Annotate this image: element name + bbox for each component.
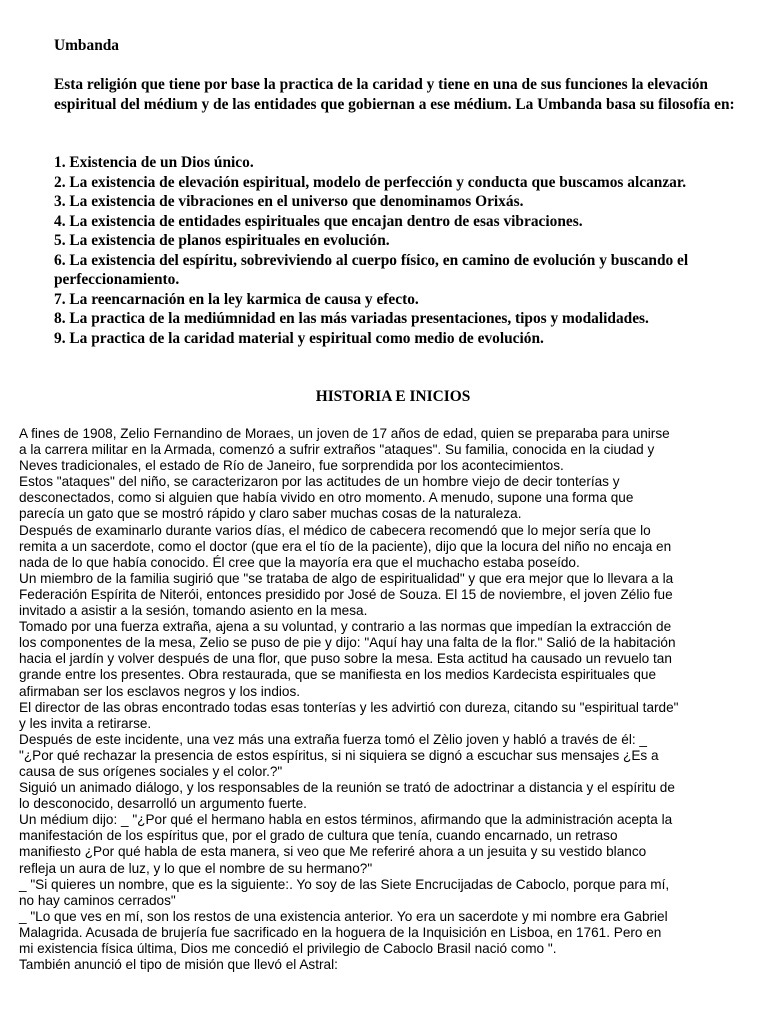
principle-item: 9. La practica de la caridad material y espiritual como medio de evolución. bbox=[54, 329, 544, 347]
intro-paragraph: Esta religión que tiene por base la practica de la caridad y tiene en una de sus funciones la elevación espiritual del médium y de las entidades que gobiernan a ese médium. La Umbanda basa su filosofía en: bbox=[54, 76, 735, 113]
history-paragraph: Estos "ataques" del niño, se caracterizaron por las actitudes de un hombre viejo de decir tonterías y desconectados, como si alguien que había vivido en otro momento. A menudo, supone una forma que parecía un gato que se mostró rápido y claro saber muchas cosas de la naturaleza. bbox=[19, 474, 634, 522]
principle-item: 8. La practica de la mediúmnidad en las más variadas presentaciones, tipos y modalidades. bbox=[54, 310, 649, 327]
principle-item: 4. La existencia de entidades espirituales que encajan dentro de esas vibraciones. bbox=[54, 212, 583, 230]
history-paragraph: Un miembro de la familia sugirió que "se trataba de algo de espiritualidad" y que era mejor que lo llevara a la Federación Espírita de Niterói, entonces presidido por José de Souza. El 15 de noviembre, el joven Zélio fue invitado a asistir a la sesión, tomando asiento en la mesa. bbox=[19, 570, 674, 619]
principle-item: 2. La existencia de elevación espiritual, modelo de perfección y conducta que buscamos alcanzar. bbox=[54, 173, 687, 191]
principle-item: 7. La reencarnación en la ley karmica de causa y efecto. bbox=[54, 290, 419, 308]
history-text bbox=[19, 426, 745, 973]
document-title: Umbanda bbox=[54, 37, 120, 54]
section-heading: HISTORIA E INICIOS bbox=[315, 388, 471, 405]
history-paragraph: El director de las obras encontrado todas esas tonterías y les advirtió con dureza, citando su "espiritual tarde" y les invita a retirarse. bbox=[19, 699, 679, 731]
principle-item: 5. La existencia de planos espirituales en evolución. bbox=[54, 232, 390, 249]
history-paragraph: _ "Si quieres un nombre, que es la siguiente:. Yo soy de las Siete Encrucijadas de Caboclo, porque para mí, no hay caminos cerrados" bbox=[19, 876, 670, 908]
history-paragraph: Un médium dijo: _ "¿Por qué el hermano habla en estos términos, afirmando que la administración acepta la manifestación de los espíritus que, por el grado de cultura que tenía, cuando encarnado, un retraso manifiesto ¿Por qué habla de esta manera, si veo que Me referiré ahora a un jesuita y su vestido blanco refleja un aura de luz, y lo que el nombre de su hermano?" bbox=[19, 812, 673, 876]
history-paragraph: Tomado por una fuerza extraña, ajena a su voluntad, y contrario a las normas que impedían la extracción de los componentes de la mesa, Zelio se puso de pie y dijo: "Aquí hay una falta de la flor." Salió de la habitación hacia el jardín y volver después de una flor, que puso sobre la mesa. Esta actitud ha causado un revuelo tan grande entre los presentes. Obra restaurada, que se manifiesta en los medios Kardecista espirituales que afirmaban ser los esclavos negros y los indios. bbox=[19, 619, 676, 699]
history-paragraph: Después de este incidente, una vez más una extraña fuerza tomó el Zèlio joven y habló a través de él: _ "¿Por qué rechazar la presencia de estos espíritus, si ni siquiera se dignó a escuchar sus mensajes ¿Es a causa de sus orígenes sociales y el color.?" bbox=[19, 731, 659, 779]
history-paragraph: _ "Lo que ves en mí, son los restos de una existencia anterior. Yo era un sacerdote y mi nombre era Gabriel Malagrida. Acusada de brujería fue sacrificado en la hoguera de la Inquisición en Lisboa, en 1761. Pero en mi existencia física última, Dios me concedió el privilegio de Caboclo Brasil nació como ". bbox=[19, 908, 668, 956]
principle-item: 6. La existencia del espíritu, sobreviviendo al cuerpo físico, en camino de evolución y buscando el perfeccionamiento. bbox=[54, 251, 689, 288]
history-paragraph: Después de examinarlo durante varios días, el médico de cabecera recomendó que lo mejor sería que lo remita a un sacerdote, como el doctor (que era el tío de la paciente), dijo que la locura del niño no encaja en nada de lo que había conocido. Él cree que la mayoría era que el muchacho estaba poseído. bbox=[19, 522, 672, 570]
principle-item: 3. La existencia de vibraciones en el universo que denominamos Orixás. bbox=[54, 193, 524, 210]
principles-list bbox=[54, 153, 744, 348]
principle-item: 1. Existencia de un Dios único. bbox=[54, 154, 254, 171]
history-paragraph: También anunció el tipo de misión que llevó el Astral: bbox=[19, 957, 338, 973]
history-paragraph: Siguió un animado diálogo, y los responsables de la reunión se trató de adoctrinar a distancia y el espíritu de lo desconocido, desarrolló un argumento fuerte. bbox=[19, 780, 675, 812]
history-paragraph: A fines de 1908, Zelio Fernandino de Moraes, un joven de 17 años de edad, quien se preparaba para unirse a la carrera militar en la Armada, comenzó a sufrir extraños "ataques". Su familia, conocida en la ciudad y Neves tradicionales, el estado de Río de Janeiro, fue sorprendida por los acontecimientos. bbox=[19, 426, 670, 474]
